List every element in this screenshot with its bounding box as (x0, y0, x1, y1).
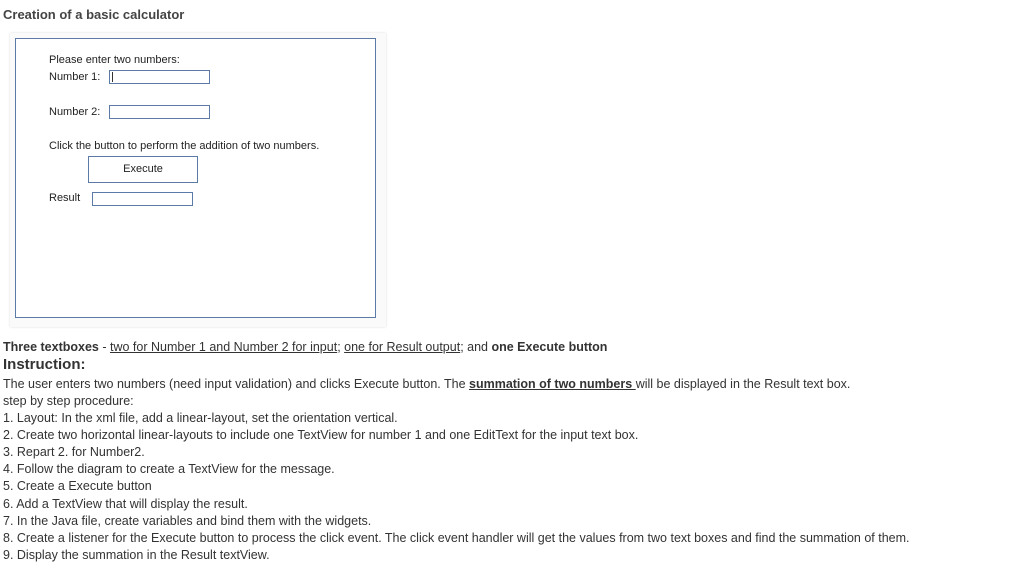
summary-dash: - (98, 340, 110, 354)
prompt-text: Please enter two numbers: (49, 54, 180, 66)
step-item: 6. Add a TextView that will display the result. (3, 497, 248, 511)
calculator-mockup-figure (10, 33, 386, 327)
step-item: 9. Display the summation in the Result textView. (3, 548, 270, 562)
number1-input (109, 70, 210, 84)
result-output (92, 192, 193, 206)
summary-sep1: ; (337, 340, 345, 354)
number2-input (109, 105, 210, 119)
summary-output-note: one for Result output (344, 340, 461, 354)
instruction-intro (3, 377, 850, 391)
intro-after: will be displayed in the Result text box. (635, 377, 851, 391)
summary-button-note: one Execute button (491, 340, 608, 354)
message-text: Click the button to perform the addition of two numbers. (49, 140, 320, 152)
result-label: Result (49, 192, 81, 204)
calculator-mockup-frame (15, 38, 376, 318)
step-item: 2. Create two horizontal linear-layouts to include one TextView for number 1 and one EditText for the input text box. (3, 428, 639, 442)
step-item: 4. Follow the diagram to create a TextView for the message. (3, 462, 335, 476)
intro-before: The user enters two numbers (need input validation) and clicks Execute button. The (3, 377, 469, 391)
text-caret (112, 72, 113, 82)
step-item: 5. Create a Execute button (3, 479, 152, 493)
number2-label: Number 2: (49, 106, 101, 118)
intro-emphasis: summation of two numbers (469, 377, 636, 391)
step-item: 8. Create a listener for the Execute button to process the click event. The click event handler will get the values from two text boxes and find the summation of them. (3, 531, 910, 545)
step-item: 1. Layout: In the xml file, add a linear-layout, set the orientation vertical. (3, 411, 398, 425)
page-title: Creation of a basic calculator (3, 7, 185, 22)
summary-sep2: ; and (460, 340, 492, 354)
summary-input-note: two for Number 1 and Number 2 for input (109, 340, 338, 354)
widgets-summary (3, 340, 607, 354)
summary-lead: Three textboxes (3, 340, 99, 354)
step-item: 7. In the Java file, create variables and bind them with the widgets. (3, 514, 372, 528)
step-item: 3. Repart 2. for Number2. (3, 445, 145, 459)
procedure-title: step by step procedure: (3, 394, 134, 408)
number1-label: Number 1: (49, 71, 101, 83)
instruction-heading: Instruction: (3, 356, 86, 373)
execute-button: Execute (88, 156, 198, 183)
